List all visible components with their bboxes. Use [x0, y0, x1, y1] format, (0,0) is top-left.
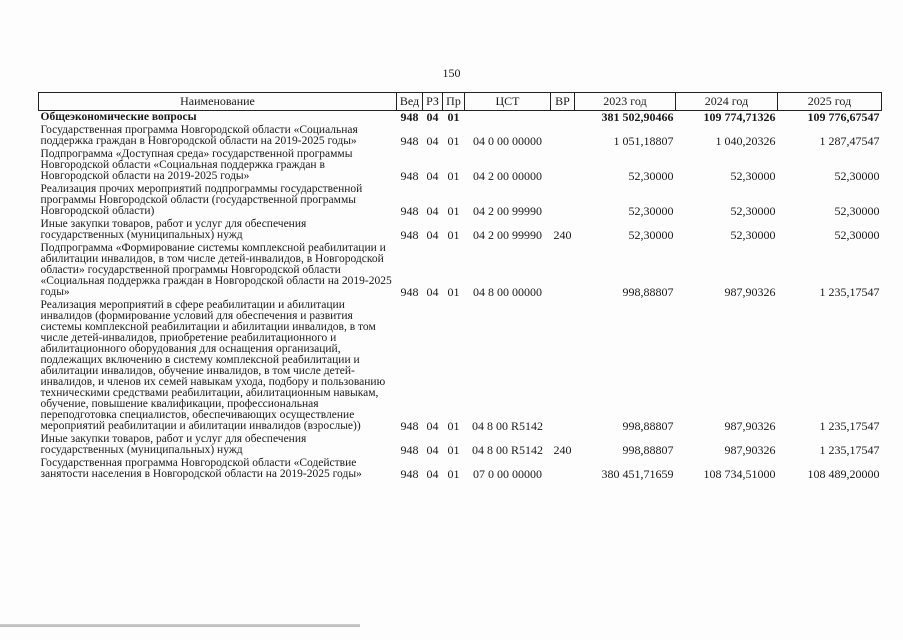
col-header-rz: РЗ [423, 93, 443, 111]
row-cst: 04 8 00 R5142 [471, 419, 543, 433]
row-cst: 04 2 00 99990 [473, 204, 542, 218]
row-name: Реализация прочих мероприятий подпрограммы государственной программы Новгородской области (государственной программы Новгородской области) [40, 183, 363, 217]
row-2025: 52,30000 [834, 228, 880, 242]
col-header-pr: Пр [443, 93, 465, 111]
row-rz: 04 [426, 134, 439, 148]
row-2023: 998,88807 [622, 419, 674, 433]
table-row [39, 124, 882, 148]
row-ved: 948 [400, 467, 419, 481]
row-cst: 07 0 00 00000 [473, 467, 542, 481]
row-2025: 1 287,47547 [819, 134, 880, 148]
col-header-2023: 2023 год [575, 93, 676, 111]
budget-table [38, 92, 882, 481]
row-2024: 52,30000 [730, 204, 776, 218]
row-2024: 109 774,71326 [703, 110, 776, 124]
row-2025: 52,30000 [834, 169, 880, 183]
row-ved: 948 [400, 204, 419, 218]
row-name: Подпрограмма «Формирование системы комплексной реабилитации и абилитации инвалидов, в том числе детей-инвалидов, в Новгородской области» государственной программы Новгородской области «Социальная поддержка граждан в Новгородской области на 2019-2025 годы» [40, 242, 392, 298]
row-2024: 108 734,51000 [703, 467, 776, 481]
row-name: Подпрограмма «Доступная среда» государственной программы Новгородской области «Социальная поддержка граждан в Новгородской области на 2019-2025 годы» [40, 148, 353, 182]
row-ved: 948 [400, 285, 419, 299]
row-vr [551, 124, 575, 148]
row-name: Государственная программа Новгородской области «Социальная поддержка граждан в Новгородской области на 2019-2025 годы» [40, 124, 358, 147]
scan-edge-divider [0, 624, 360, 627]
row-2023: 1 051,18807 [613, 134, 674, 148]
row-cst: 04 8 00 R5142 [471, 443, 543, 457]
row-vr [551, 299, 575, 433]
row-2024: 52,30000 [730, 169, 776, 183]
row-vr [551, 148, 575, 183]
row-2025: 1 235,17547 [819, 419, 880, 433]
row-pr: 01 [447, 467, 460, 481]
col-header-name: Наименование [39, 93, 397, 111]
table-row [39, 457, 882, 481]
row-2025: 108 489,20000 [807, 467, 880, 481]
row-2023: 52,30000 [628, 228, 674, 242]
row-ved: 948 [400, 169, 419, 183]
col-header-2025: 2025 год [778, 93, 882, 111]
row-2024: 987,90326 [724, 285, 776, 299]
row-ved: 948 [400, 134, 419, 148]
row-name: Иные закупки товаров, работ и услуг для обеспечения государственных (муниципальных) нужд [40, 218, 307, 241]
row-vr [551, 111, 575, 125]
row-vr: 240 [553, 228, 572, 242]
row-pr: 01 [447, 134, 460, 148]
row-rz: 04 [426, 443, 439, 457]
col-header-2024: 2024 год [676, 93, 778, 111]
row-vr [551, 457, 575, 481]
col-header-vr: ВР [551, 93, 575, 111]
row-ved: 948 [400, 228, 419, 242]
row-2024: 987,90326 [724, 443, 776, 457]
row-rz: 04 [426, 204, 439, 218]
row-2024: 987,90326 [724, 419, 776, 433]
row-ved: 948 [400, 419, 419, 433]
row-name: Общеэкономические вопросы [40, 111, 197, 123]
table-row [39, 148, 882, 183]
row-vr: 240 [553, 443, 572, 457]
row-2023: 52,30000 [628, 204, 674, 218]
row-rz: 04 [426, 419, 439, 433]
table-row [39, 183, 882, 218]
row-name: Реализация мероприятий в сфере реабилитации и абилитации инвалидов (формирование условий для обеспечения и развития системы комплексной реабилитации и абилитации инвалидов, в том числе детей-инвалидов, приобретение реабилитационного и абилитационного оборудования для оснащения организаций, подлежащих включению в систему комплексной реабилитации и абилитации инвалидов, обучение инвалидов, в том числе детей-инвалидов, и членов их семей навыкам ухода, подбору и пользованию техническими средствами реабилитации, абилитационным навыкам, обучение, повышение квалификации, профессиональная переподготовка специалистов, обеспечивающих осуществление мероприятий реабилитации и абилитации инвалидов (взрослые)) [40, 299, 386, 432]
row-cst: 04 8 00 00000 [473, 285, 542, 299]
row-vr [551, 183, 575, 218]
row-2025: 52,30000 [834, 204, 880, 218]
table-row [39, 242, 882, 299]
row-2025: 1 235,17547 [819, 443, 880, 457]
row-vr [551, 242, 575, 299]
row-rz: 04 [426, 169, 439, 183]
row-2024: 52,30000 [730, 228, 776, 242]
row-pr: 01 [447, 285, 460, 299]
row-2023: 381 502,90466 [601, 110, 674, 124]
table-row [39, 218, 882, 242]
col-header-cst: ЦСТ [465, 93, 551, 111]
row-rz: 04 [426, 285, 439, 299]
row-pr: 01 [447, 169, 460, 183]
row-rz: 04 [426, 110, 439, 124]
row-rz: 04 [426, 228, 439, 242]
row-pr: 01 [447, 419, 460, 433]
row-2023: 998,88807 [622, 285, 674, 299]
row-cst: 04 0 00 00000 [473, 134, 542, 148]
row-cst: 04 2 00 00000 [473, 169, 542, 183]
row-2023: 998,88807 [622, 443, 674, 457]
row-2023: 380 451,71659 [601, 467, 674, 481]
row-ved: 948 [400, 443, 419, 457]
row-2024: 1 040,20326 [715, 134, 776, 148]
row-pr: 01 [447, 110, 460, 124]
row-pr: 01 [447, 204, 460, 218]
page-number: 150 [442, 66, 461, 80]
row-ved: 948 [400, 110, 419, 124]
row-2025: 109 776,67547 [807, 110, 880, 124]
table-row [39, 299, 882, 433]
col-header-ved: Вед [397, 93, 423, 111]
row-cst: 04 2 00 99990 [473, 228, 542, 242]
row-2023: 52,30000 [628, 169, 674, 183]
row-pr: 01 [447, 443, 460, 457]
table-header [39, 93, 882, 111]
row-rz: 04 [426, 467, 439, 481]
row-pr: 01 [447, 228, 460, 242]
row-name: Иные закупки товаров, работ и услуг для обеспечения государственных (муниципальных) нужд [40, 433, 307, 456]
table-row [39, 111, 882, 125]
row-2025: 1 235,17547 [819, 285, 880, 299]
row-cst [465, 111, 551, 125]
row-name: Государственная программа Новгородской области «Содействие занятости населения в Новгородской области на 2019-2025 годы» [40, 457, 362, 480]
table-row [39, 433, 882, 457]
